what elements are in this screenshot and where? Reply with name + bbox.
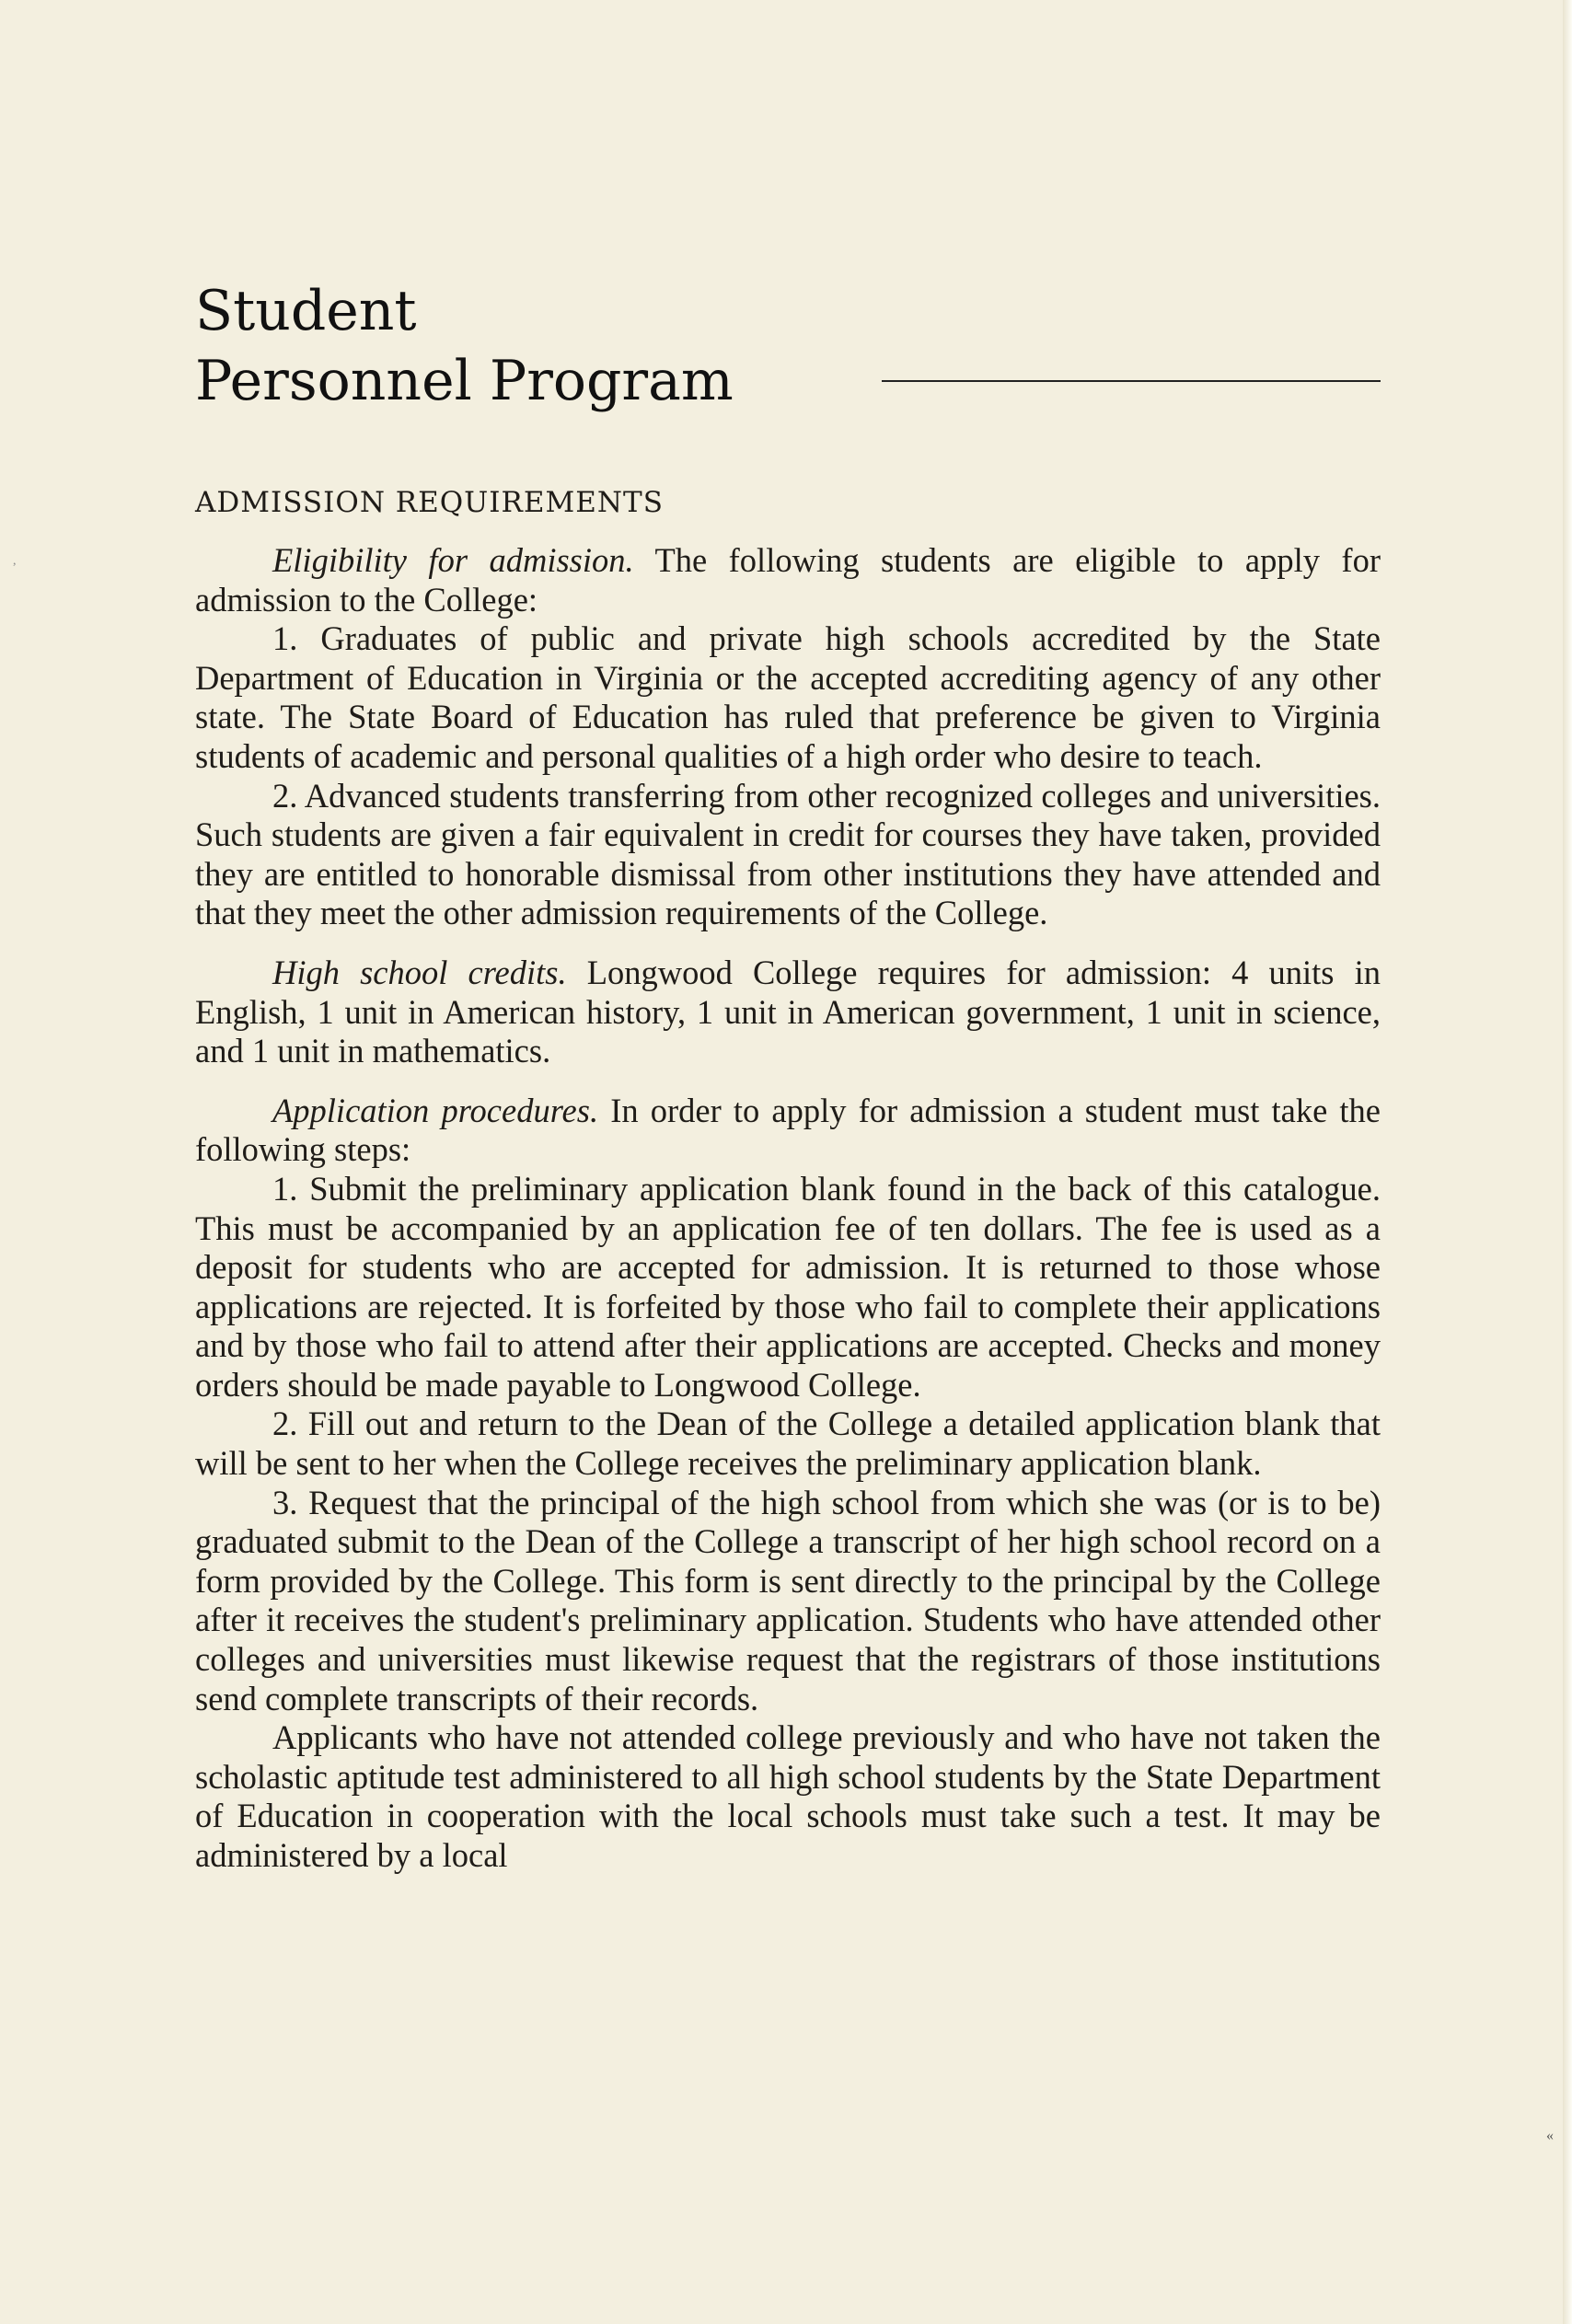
title-line-2: Personnel Program <box>195 349 734 413</box>
margin-mark: , <box>13 554 17 568</box>
paragraph-high-school-credits <box>195 954 1381 1071</box>
paragraph-applicants <box>195 1718 1381 1875</box>
paragraph-eligibility <box>195 541 1381 619</box>
paragraph-text: The following students are eligible to apply for admission to the College: <box>195 541 1381 619</box>
page-title <box>195 276 1381 416</box>
list-item-1 <box>195 619 1381 776</box>
run-in-heading: Eligibility for admission. <box>272 541 634 579</box>
margin-mark: « <box>1546 2128 1554 2144</box>
paragraph-text: Longwood College requires for admission: 4 units in English, 1 unit in American history, 1 unit in American government, 1 unit in science, and 1 unit in mathematics. <box>195 953 1381 1070</box>
run-in-heading: Application procedures. <box>272 1091 599 1129</box>
list-item-2 <box>195 1405 1381 1483</box>
list-item-1 <box>195 1170 1381 1405</box>
paragraph-text: 3. Request that the principal of the high school from which she was (or is to be) graduated submit to the Dean of the College a transcript of her high school record on a form provided by the College. This form is sent directly to the principal by the College after it receives the student's preliminary application. Students who have attended other colleges and universities must likewise request that the registrars of those institutions send complete transcripts of their records. <box>195 1483 1381 1717</box>
paragraph-text: In order to apply for admission a student must take the following steps: <box>195 1091 1381 1169</box>
list-item-2 <box>195 777 1381 933</box>
title-rule <box>882 380 1381 382</box>
run-in-heading: High school credits. <box>272 953 567 991</box>
page-edge <box>1563 0 1572 2324</box>
title-line-1: Student <box>195 279 417 343</box>
paragraph-application-procedures <box>195 1092 1381 1170</box>
paragraph-text: 2. Advanced students transferring from other recognized colleges and universities. Such students are given a fair equivalent in credit for courses they have taken, provided they are entitled to honorable dismissal from other institutions they have attended and that they meet the other admission requirements of the College. <box>195 776 1381 932</box>
paragraph-text: 1. Graduates of public and private high schools accredited by the State Department of Education in Virginia or the accepted accrediting agency of any other state. The State Board of Education has ruled that preference be given to Virginia students of academic and personal qualities of a high order who desire to teach. <box>195 619 1381 775</box>
paragraph-text: 2. Fill out and return to the Dean of the College a detailed application blank that will be sent to her when the College receives the preliminary application blank. <box>195 1405 1381 1483</box>
list-item-3 <box>195 1484 1381 1719</box>
paragraph-text: 1. Submit the preliminary application blank found in the back of this catalogue. This must be accompanied by an application fee of ten dollars. The fee is used as a deposit for students who are accepted for admission. It is returned to those whose applications are rejected. It is forfeited by those who fail to complete their applications and by those who fail to attend after their applications are accepted. Checks and money orders should be made payable to Longwood College. <box>195 1169 1381 1404</box>
paragraph-text: Applicants who have not attended college previously and who have not taken the scholastic aptitude test administered to all high school students by the State Department of Education in cooperation with the local schools must take such a test. It may be administered by a local <box>195 1718 1381 1874</box>
section-heading: ADMISSION REQUIREMENTS <box>195 486 664 519</box>
document-page <box>195 276 1381 1876</box>
